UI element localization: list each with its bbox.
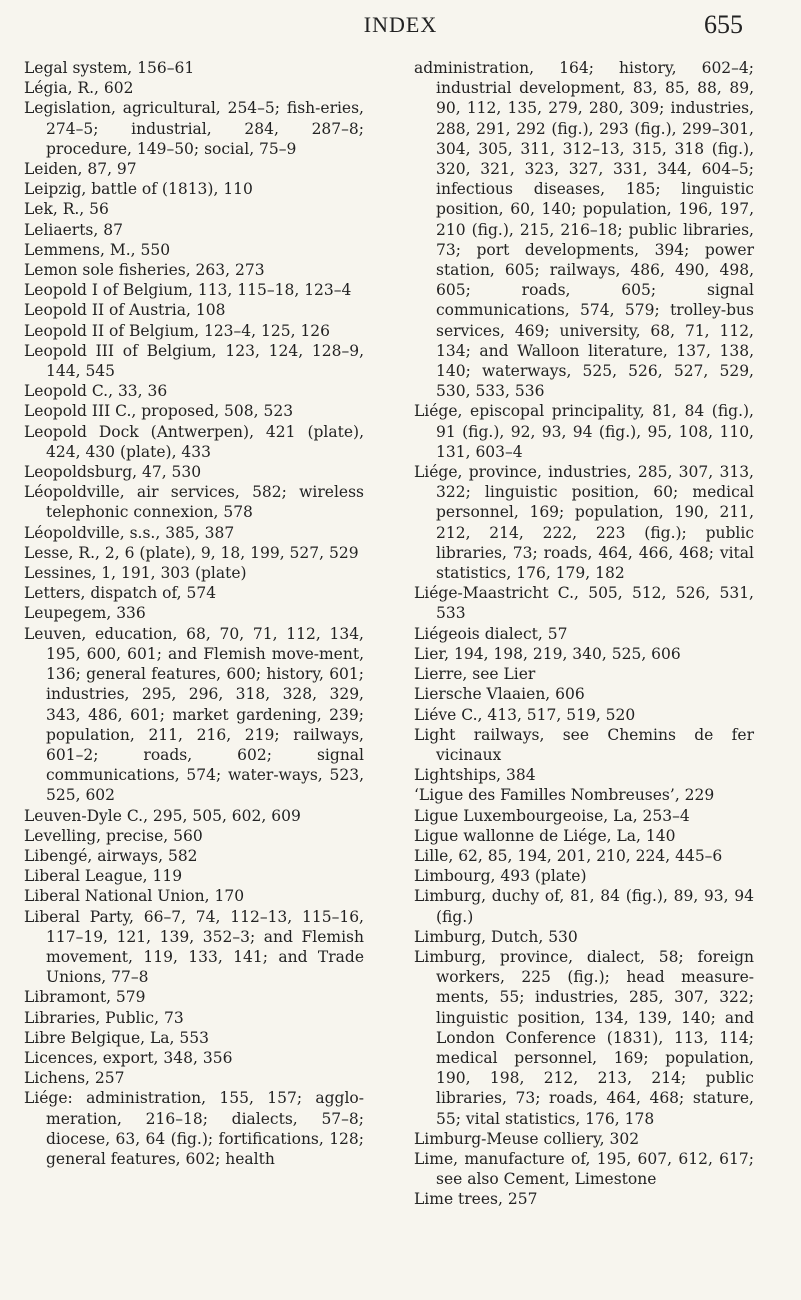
index-entry: Leliaerts, 87: [24, 220, 123, 239]
index-entry: Leopold I of Belgium, 113, 115–18, 123–4: [24, 281, 352, 300]
index-entry: Leopold C., 33, 36: [24, 382, 168, 401]
index-entry: Leupegem, 336: [24, 604, 146, 623]
index-entry: Liéve C., 413, 517, 519, 520: [414, 705, 636, 724]
index-entry: Leuven, education, 68, 70, 71, 112, 134, 195, 600, 601; and Flemish move-ment, 136; general features, 600; history, 601; industries, 295, 296, 318, 328, 329, 343, 486, 601; market gardening, 239; population, 211, 216, 219; railways, 601–2; roads, 602; signal communications, 574; water-ways, 523, 525, 602: [24, 624, 364, 805]
index-entry: Liége, province, industries, 285, 307, 313, 322; linguistic position, 60; medical personnel, 169; population, 190, 211, 212, 214, 222, 223 (fig.); public libraries, 73; roads, 464, 466, 468; vital statistics, 176, 179, 182: [414, 463, 754, 583]
index-entry: Licences, export, 348, 356: [24, 1048, 233, 1067]
page-header: [0, 6, 801, 46]
index-entry: Liersche Vlaaien, 606: [414, 685, 585, 704]
index-entry: Limburg, duchy of, 81, 84 (fig.), 89, 93, 94 (fig.): [414, 887, 754, 926]
index-entry: Leipzig, battle of (1813), 110: [24, 180, 253, 199]
index-entry: Leopold III of Belgium, 123, 124, 128–9, 144, 545: [24, 341, 364, 381]
index-entry: Leopold II of Belgium, 123–4, 125, 126: [24, 321, 331, 340]
index-entry: Léopoldville, s.s., 385, 387: [24, 523, 235, 542]
index-entry: ‘Ligue des Familles Nombreuses’, 229: [414, 786, 715, 805]
index-entry: Lime trees, 257: [414, 1190, 538, 1209]
index-entry: Lierre, see Lier: [414, 665, 536, 684]
index-entry: Léopoldville, air services, 582; wireless telephonic connexion, 578: [24, 483, 364, 522]
index-entry: Légia, R., 602: [24, 79, 134, 98]
index-entry: Letters, dispatch of, 574: [24, 584, 217, 603]
index-entry: Lesse, R., 2, 6 (plate), 9, 18, 199, 527, 529: [24, 543, 359, 562]
index-entry: Lime, manufacture of, 195, 607, 612, 617; see also Cement, Limestone: [414, 1149, 754, 1189]
index-entry: Ligue wallonne de Liége, La, 140: [414, 826, 676, 845]
index-entry: Ligue Luxembourgeoise, La, 253–4: [414, 806, 690, 825]
index-entry: Liberal Party, 66–7, 74, 112–13, 115–16, 117–19, 121, 139, 352–3; and Flemish movement, 119, 133, 141; and Trade Unions, 77–8: [24, 907, 364, 987]
index-entry: Levelling, precise, 560: [24, 826, 203, 845]
index-entry: Libramont, 579: [24, 988, 146, 1007]
index-entry: Legislation, agricultural, 254–5; fish-eries, 274–5; industrial, 284, 287–8; procedure, 149–50; social, 75–9: [24, 99, 364, 158]
index-entry: Lightships, 384: [414, 766, 536, 785]
index-entry: Liberal National Union, 170: [24, 887, 245, 906]
index-entry: Lemmens, M., 550: [24, 240, 171, 259]
index-entry: Limburg, Dutch, 530: [414, 927, 578, 946]
index-entry: Leopoldsburg, 47, 530: [24, 463, 202, 482]
index-entry: administration, 164; history, 602–4; industrial development, 83, 85, 88, 89, 90, 112, 135, 279, 280, 309; industries, 288, 291, 292 (fig.), 293 (fig.), 299–301, 304, 305, 311, 312–13, 315, 318 (fig.), 320, 321, 323, 327, 331, 344, 604–5; infectious diseases, 185; linguistic position, 60, 140; population, 196, 197, 210 (fig.), 215, 216–18; public libraries, 73; port developments, 394; power station, 605; railways, 486, 490, 498, 605; roads, 605; signal communications, 574, 579; trolley-bus services, 469; university, 68, 71, 112, 134; and Walloon literature, 137, 138, 140; waterways, 525, 526, 527, 529, 530, 533, 536: [414, 59, 754, 401]
index-entry: Lessines, 1, 191, 303 (plate): [24, 564, 247, 583]
index-entry: Libengé, airways, 582: [24, 846, 198, 865]
index-entry: Lier, 194, 198, 219, 340, 525, 606: [414, 644, 681, 663]
index-entry: Limburg, province, dialect, 58; foreign workers, 225 (fig.); head measure-ments, 55; industries, 285, 307, 322; linguistic position, 134, 139, 140; and London Conference (1831), 113, 114; medical personnel, 169; population, 190, 198, 212, 213, 214; public libraries, 73; roads, 464, 468; stature, 55; vital statistics, 176, 178: [414, 947, 754, 1128]
index-entry: Lek, R., 56: [24, 200, 109, 219]
index-entry: Leiden, 87, 97: [24, 160, 137, 179]
index-entry: Leopold III C., proposed, 508, 523: [24, 402, 294, 421]
index-entry: Libraries, Public, 73: [24, 1008, 184, 1027]
index-entry: Lille, 62, 85, 194, 201, 210, 224, 445–6: [414, 846, 723, 865]
index-entry: Light railways, see Chemins de fer vicinaux: [414, 725, 754, 764]
running-title: INDEX: [363, 12, 438, 37]
index-entry: Liberal League, 119: [24, 867, 183, 886]
index-entry: Limbourg, 493 (plate): [414, 867, 587, 886]
index-entry: Limburg-Meuse colliery, 302: [414, 1129, 640, 1148]
index-entry: Liége, episcopal principality, 81, 84 (fig.), 91 (fig.), 92, 93, 94 (fig.), 95, 108, 110, 131, 603–4: [414, 402, 754, 461]
index-entry: Liége-Maastricht C., 505, 512, 526, 531, 533: [414, 584, 754, 623]
index-entry: Leopold II of Austria, 108: [24, 301, 226, 320]
index-entry: Leopold Dock (Antwerpen), 421 (plate), 424, 430 (plate), 433: [24, 422, 364, 461]
index-entry: Legal system, 156–61: [24, 59, 195, 77]
index-column-left: [24, 58, 364, 1169]
index-entry: Lichens, 257: [24, 1069, 125, 1088]
index-entry: Liégeois dialect, 57: [414, 624, 568, 643]
index-entry: Leuven-Dyle C., 295, 505, 602, 609: [24, 806, 301, 825]
index-entry: Liége: administration, 155, 157; agglo-meration, 216–18; dialects, 57–8; diocese, 63, 64 (fig.); fortifications, 128; general features, 602; health: [24, 1089, 364, 1168]
index-entry: Lemon sole fisheries, 263, 273: [24, 261, 265, 280]
index-column-right: [414, 58, 754, 1210]
page-number: 655: [704, 10, 743, 39]
index-entry: Libre Belgique, La, 553: [24, 1028, 209, 1047]
